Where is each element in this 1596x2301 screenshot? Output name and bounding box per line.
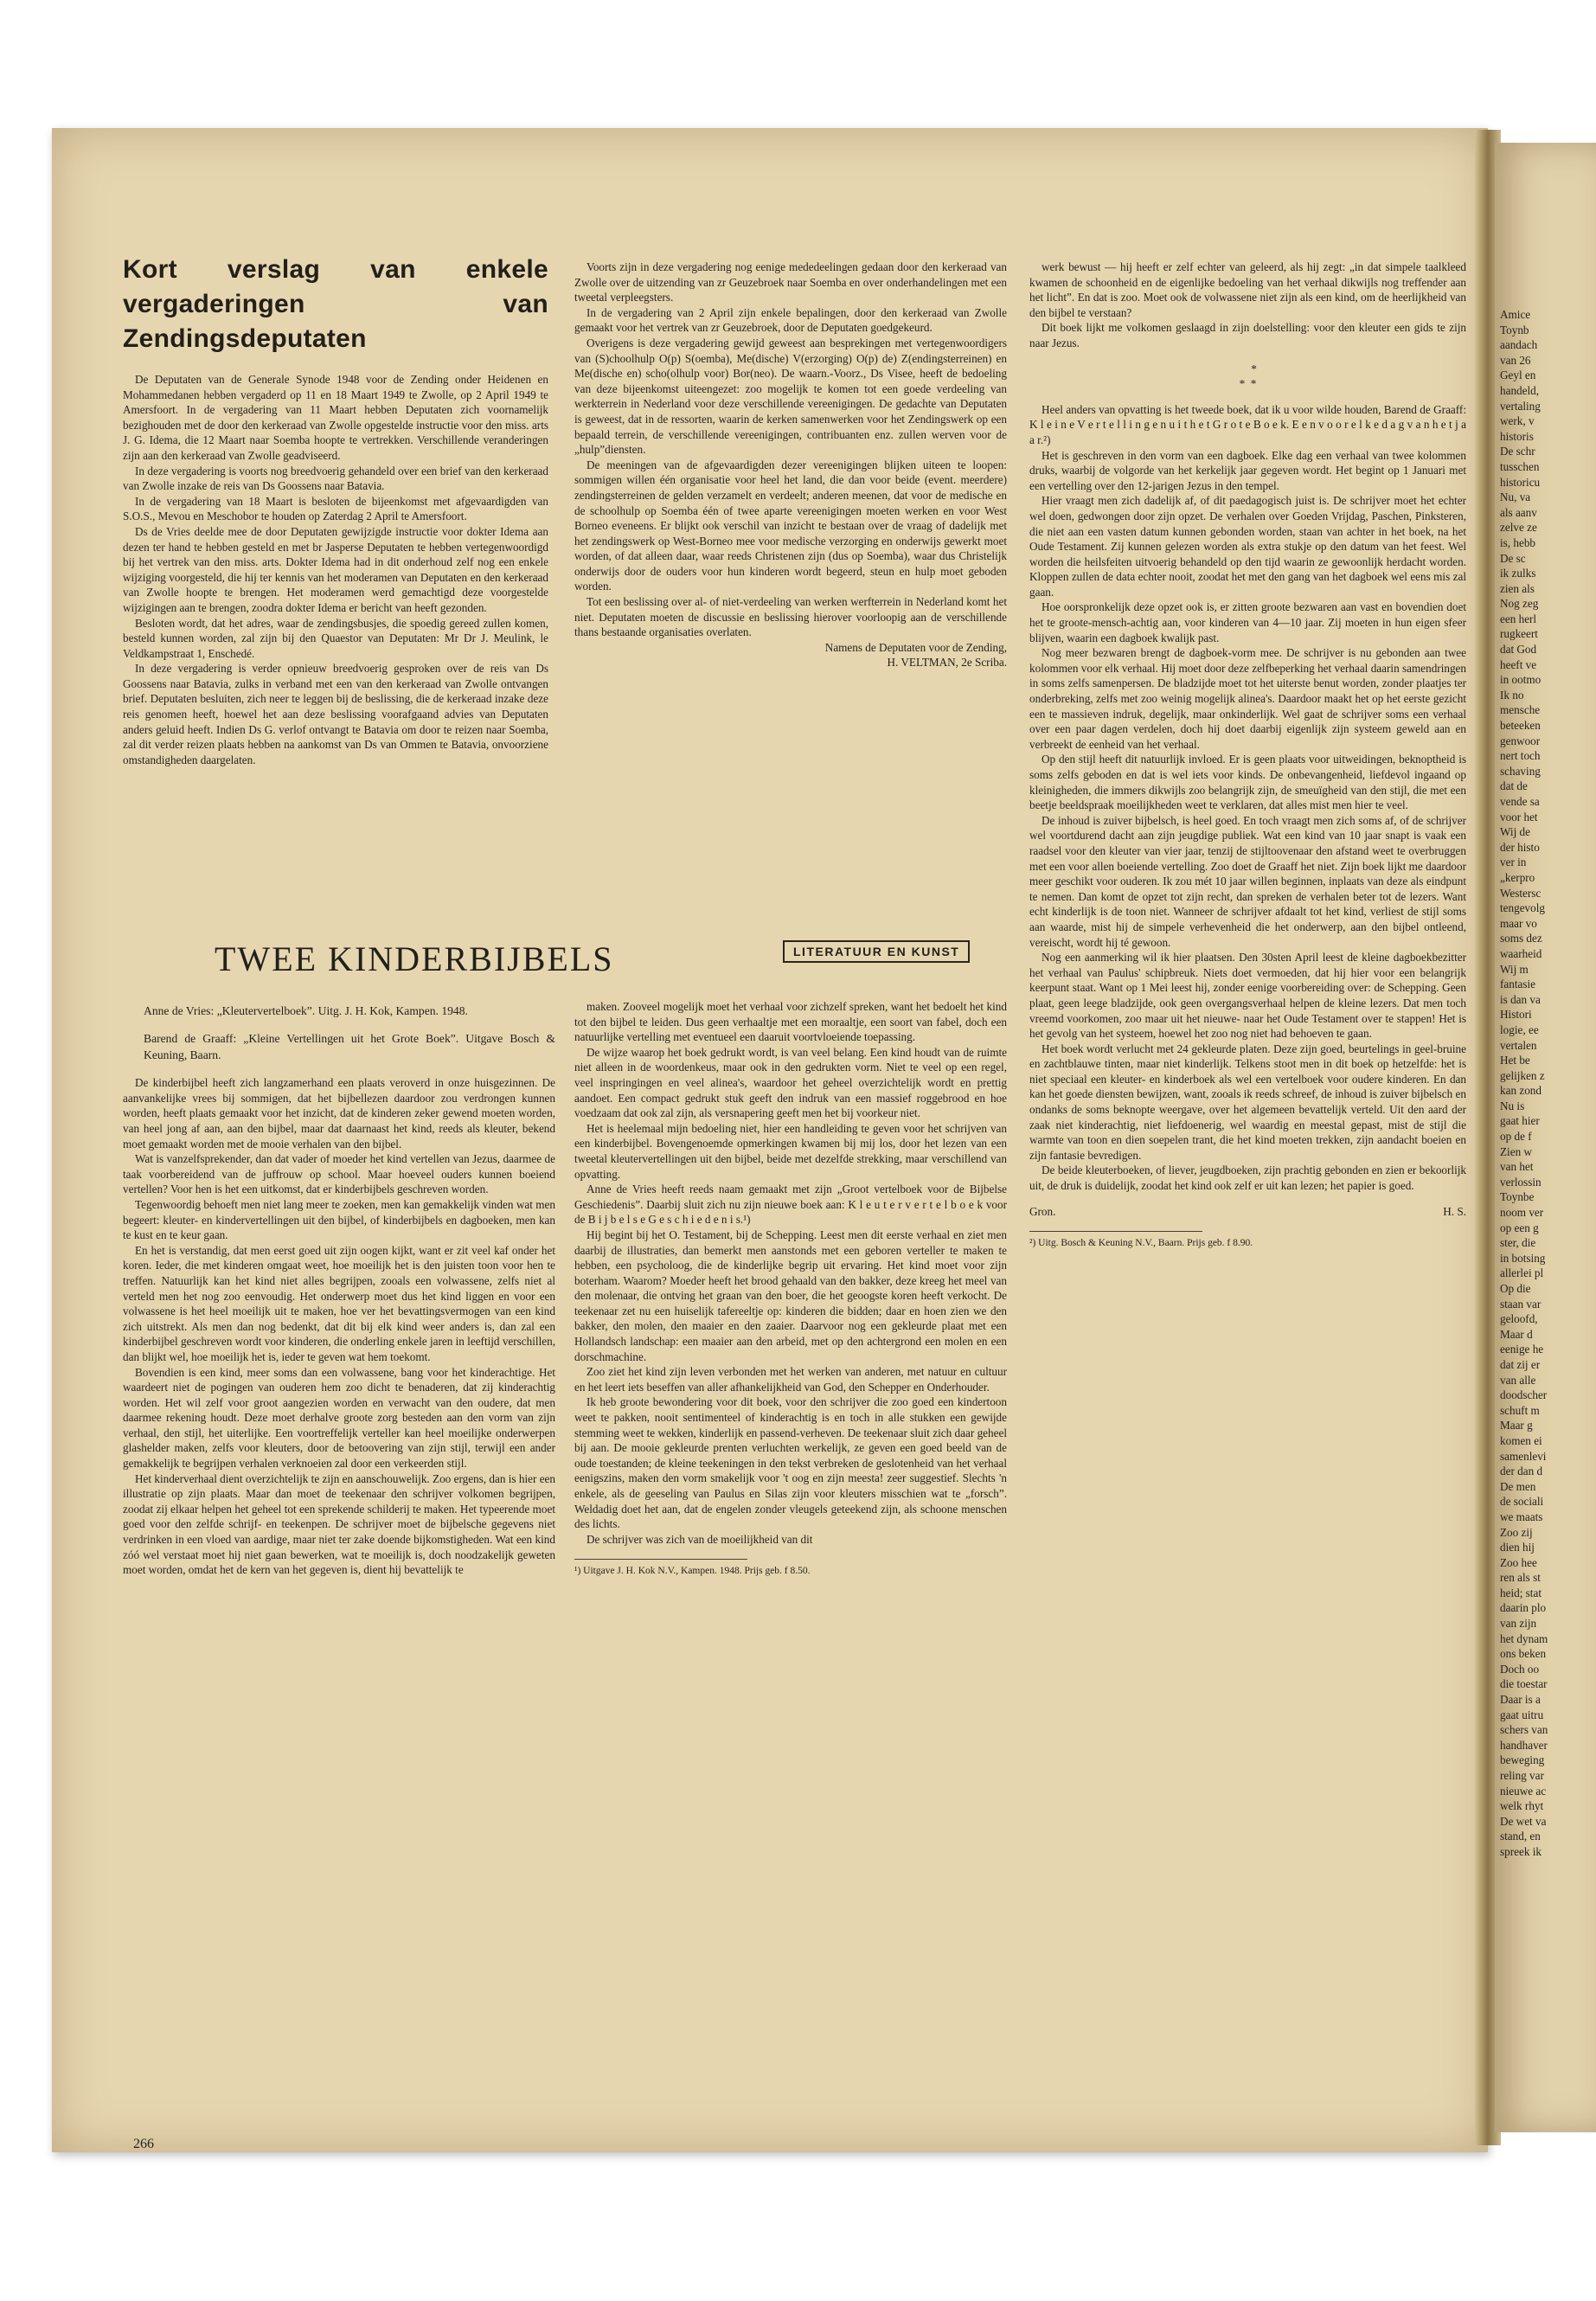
- adjacent-page-fragment: heeft ve: [1500, 657, 1537, 671]
- article-paragraph: Het boek wordt verlucht met 24 gekleurde platen. Deze zijn goed, beurtelings in geel-bruine en zachtblauwe tinten, maar niet kinderlijk. Telkens stoot men in dit boek op hetzelfde: het is niet speciaal een kleuter- en kinderboek als wel een vertelboek voor oudere kinderen. En dan kan het goede diensten bewijzen, want, zooals ik reeds schreef, de inhoud is zuiver bijbelsch en ondanks de soms beknopte weergave, over het algemeen bevattelijk verteld. Uit den aard der zaak niet kinderachtig, niet liefdoenerig, wel waardig en meestal gepast, mist de stijl die warmte van toon en dien soepelen trant, die het kind moeten trekken, zijn aandacht boeien en zijn fantasie bevredigen.: [1029, 1042, 1466, 1162]
- report-paragraph: De Deputaten van de Generale Synode 1948 voor de Zending onder Heidenen en Mohammedanen hebben vergaderd op 11 en 18 Maart 1949 te Zwolle, op 2 April 1949 te Amersfoort. In de vergadering van 11 Maart hebben Deputaten zich voornamelijk bezighouden met de door den kerkeraad van Zwolle opgestelde instructie voor den miss. arts J. G. Idema, die 12 Maart naar Soemba hoopte te vertrekken. Verschillende veranderingen zijn aan den kerkeraad van Zwolle geadviseerd.: [123, 373, 548, 462]
- adjacent-page-fragment: voor het: [1500, 810, 1538, 824]
- report-paragraph: Besloten wordt, dat het adres, waar de zendingsbusjes, die spoedig gereed zullen komen, besteld kunnen worden, zal zijn bij den Quaestor van Deputaten: Mr Dr J. Meulink, le Veldkampstraat 1, Enschedé.: [123, 616, 548, 660]
- book-reference-1: Anne de Vries: „Kleutervertelboek”. Uitg. J. H. Kok, Kampen. 1948.: [144, 1004, 468, 1017]
- article-paragraph: werk bewust — hij heeft er zelf echter van geleerd, als hij zegt: „in dat simpele taalkleed kwamen de schoonheid en de eigenlijke bedoeling van het verhaal dikwijls nog treffender aan het licht”. En dat is zoo. Moet ook de volwassene niet zijn als een kind, om de heerlijkheid van den bijbel te verstaan?: [1029, 260, 1466, 319]
- adjacent-page-fragment: Nu, va: [1500, 490, 1531, 504]
- adjacent-page-fragment: Amice: [1500, 308, 1531, 321]
- article-signoff: [1029, 1204, 1466, 1220]
- report-paragraph: In deze vergadering is verder opnieuw breedvoerig gesproken over de reis van Ds Goossens naar Batavia, zulks in verband met een van den kerkeraad van Zwolle ontvangen brief. Deputaten besluiten, zich neer te leggen bij de beslissing, die de kerkeraad inzake deze reis genomen heeft, hoewel het aan deze beslissing voorafgaand advies van Deputaten anders geluid heeft. Indien Ds G. verlof ontvangt te Batavia om door te reizen naar Soemba, zal dit verder reizen plaats hebben na aankomst van Ds van Ommen te Batavia, onvoorziene omstandigheden daargelaten.: [123, 662, 548, 766]
- report-signature-name: H. VELTMAN, 2e Scriba.: [887, 656, 1007, 670]
- adjacent-page-fragment: staan var: [1500, 1297, 1542, 1311]
- adjacent-page-fragment: noom ver: [1500, 1206, 1544, 1220]
- article-paragraph: Op den stijl heeft dit natuurlijk invloed. Er is geen plaats voor uitweidingen, beknoptheid is soms zelfs geboden en dat is wel iets voor kinds. De onbevangenheid, liefdevol ingaand op kleinigheden, die immers dikwijls zoo belangrijk zijn, de smeuïgheid van den stijl, die met een beetje beeldspraak moeilijkheden weet te verklaren, dat alles mist men hier te veel.: [1029, 753, 1466, 812]
- adjacent-page-fragment: tengevolg: [1500, 901, 1546, 915]
- adjacent-page-fragment: reling var: [1500, 1769, 1544, 1782]
- article-paragraph: De schrijver was zich van de moeilijkheid van dit: [586, 1532, 813, 1546]
- adjacent-page-fragment: eenige he: [1500, 1343, 1544, 1356]
- adjacent-page-fragment: geloofd,: [1500, 1312, 1538, 1326]
- footnote-2-text: ²) Uitg. Bosch & Keuning N.V., Baarn. Prijs geb. f 8.90.: [1029, 1238, 1253, 1249]
- author-initials: H. S.: [1443, 1204, 1466, 1218]
- report-signature-line: Namens de Deputaten voor de Zending,: [824, 640, 1007, 654]
- article-paragraph: maken. Zooveel mogelijk moet het verhaal voor zichzelf spreken, want het bedoelt het kind tot den bijbel te leiden. Dus geen verhaaltje met een moraaltje, een soort van fabel, doch een natuurlijke vertelling met eventueel een daaruit voortvloeiende toepassing.: [574, 1000, 1007, 1044]
- article-paragraph: Het is heelemaal mijn bedoeling niet, hier een handleiding te geven voor het schrijven van een kinderbijbel. Bovengenoemde opmerkingen kwamen bij mij los, door het lezen van een tweetal kleutervertellingen uit den bijbel, beide met dezelfde strekking, maar verschillend van opvatting.: [574, 1121, 1007, 1181]
- footnote-1-text: ¹) Uitgave J. H. Kok N.V., Kampen. 1948. Prijs geb. f 8.50.: [574, 1566, 811, 1577]
- adjacent-page-fragment: welk rhyt: [1500, 1799, 1544, 1813]
- article-column-1: [123, 1003, 555, 1578]
- adjacent-page-fragment: ik zulks: [1500, 567, 1536, 580]
- adjacent-page-fragment: stand, en: [1500, 1830, 1541, 1843]
- adjacent-page-fragment: der dan d: [1500, 1465, 1543, 1478]
- adjacent-page-fragment: historicu: [1500, 475, 1541, 489]
- adjacent-page-fragment: werk, v: [1500, 414, 1535, 428]
- adjacent-page-fragment: de sociali: [1500, 1495, 1544, 1509]
- article-paragraph: De inhoud is zuiver bijbelsch, is heel goed. En toch vraagt men zich soms af, of de schrijver wel voortdurend dacht aan zijn jeugdige publiek. Wat een kind van 10 jaar snapt is vaak een raadsel voor den kleuter van vier jaar, tenzij de stijltoovenaar den afstand weet te overbruggen met een voor allen boeiende vertelling. Zoo doet de Graaff het niet. Zijn boek lijkt me daardoor meer geschikt voor ouderen. Ik zou mét 10 jaar willen beginnen, inplaats van deze als eindpunt te nemen. Dan komt de opzet tot zijn recht, dan spreken de verhalen beter tot de lezers. Want echt kinderlijk is de toon niet. Wanneer de schrijver afdaalt tot het kind, verliest de stijl soms aan waarde, mist hij de simpele verhevenheid die het onderwerp, aan den bijbel ontleend, vereischt, wordt hij té gewoon.: [1029, 813, 1466, 949]
- report-paragraph: In de vergadering van 2 April zijn enkele bepalingen, door den kerkeraad van Zwolle gemaakt voor het vertrek van zr Geuzebroek, door de Deputaten goedgekeurd.: [574, 305, 1007, 335]
- adjacent-page-fragment: De men: [1500, 1479, 1536, 1493]
- adjacent-page-fragment: ren als st: [1500, 1571, 1541, 1585]
- article-paragraph: Nog een aanmerking wil ik hier plaatsen. Den 30sten April leest de kleine dagboekbezitter het verhaal van Paulus' schipbreuk. Niets doet vermoeden, dat hij hier voor een belangrijk keerpunt staat. Want op 1 Mei leest hij, zonder eenige voorbereiding over: de Schepping. Geen plaat, geen leege bladzijde, ook geen overgangsverhaal helpen de kleine lezers. Dat men toch vreemd voorkomen, zoo maar uit het nieuwe- naar het Oude Testament over te stappen! Het is het gevolg van het systeem, hoewel het zoo nog niet had behoeven te gaan.: [1029, 951, 1466, 1041]
- adjacent-page-fragment: Geyl en: [1500, 369, 1536, 382]
- report-paragraph: Voorts zijn in deze vergadering nog eenige mededeelingen gedaan door den kerkeraad van Zwolle over de uitzending van zr Geuzebroek naar Soemba en over onderhandelingen met een tweetal verpleegsters.: [574, 260, 1007, 304]
- adjacent-page-fragment: zien als: [1500, 581, 1535, 595]
- report-column-1: [123, 253, 548, 767]
- adjacent-page-fragment: beweging: [1500, 1753, 1545, 1767]
- article-paragraph: Hij begint bij het O. Testament, bij de Schepping. Leest men dit eerste verhaal en ziet men daarbij de illustraties, dan bemerkt men aanstonds met een geboren verteller te maken te hebben, een psycholoog, die de kinderlijke begrip uit ervaring. Het kind moet voor zijn boterham. Waarom? Moeder heeft het brood gehaald van den bakker, deze kreeg het meel van den molenaar, die ontving het graan van den boer, die het geoogste koren heeft verkocht. De teekenaar zet nu een huiselijk tafereeltje op: kinderen die bidden; daar en hoen zien we den bakker, den molen, den maaier en den zaaier. Daarvoor nog een gekleurde plaat met een Hollandsch landschap: een maaier aan den arbeid, met op den achtergrond een molen en een dorschmachine.: [574, 1227, 1007, 1363]
- article-paragraph: Tegenwoordig behoeft men niet lang meer te zoeken, men kan gemakkelijk vinden wat men begeert: kleuter- en kindervertellingen uit den bijbel, of kinderbijbels en dagboeken, men kan te kust en te keur gaan.: [123, 1197, 555, 1242]
- adjacent-page-fragment: dat God: [1500, 643, 1537, 657]
- article-paragraph: Heel anders van opvatting is het tweede boek, dat ik u voor wilde houden, Barend de Graaff: K l e i n e V e r t e l l i n g e n u i t h e t G r o t e B o e k. E e n v o o r e l k e d a g v a n h e t j a a r.²): [1029, 402, 1466, 446]
- adjacent-page-fragment: doodscher: [1500, 1388, 1548, 1402]
- adjacent-page-fragment: vertalen: [1500, 1038, 1537, 1052]
- adjacent-page-fragment: De wet va: [1500, 1814, 1547, 1828]
- adjacent-page-fragment: dat de: [1500, 779, 1528, 793]
- adjacent-page-fragment: dien hij: [1500, 1541, 1535, 1554]
- adjacent-page-fragment: Wij de: [1500, 825, 1530, 839]
- adjacent-page-fragment: Op die: [1500, 1282, 1531, 1295]
- adjacent-page-fragment: Doch oo: [1500, 1662, 1540, 1676]
- adjacent-page-fragment: gaat uitru: [1500, 1708, 1544, 1721]
- adjacent-page-fragment: schaving: [1500, 764, 1541, 778]
- article-paragraph: Hoe oorspronkelijk deze opzet ook is, er zitten groote bezwaren aan vast en bovendien doet het te groote-mensch-achtig aan, voor kinderen van 4—10 jaar. Zij moeten in hun eigen sfeer blijven, waarin een dagboek kwalijk past.: [1029, 600, 1466, 644]
- adjacent-page-fragment: Maar g: [1500, 1419, 1533, 1433]
- report-paragraph: In de vergadering van 18 Maart is besloten de bijeenkomst met afgevaardigden van S.O.S., Mevou en Meschobor te houden op Zaterdag 2 April te Amersfoort.: [123, 494, 548, 523]
- adjacent-page-fragment: ver in: [1500, 856, 1527, 869]
- adjacent-page-fragment: van het: [1500, 1160, 1534, 1174]
- footnote-2: [1029, 1231, 1253, 1250]
- adjacent-page-fragment: maar vo: [1500, 916, 1537, 930]
- article-paragraph: Hier vraagt men zich dadelijk af, of dit paedagogisch juist is. De schrijver moet het echter wel doen, gedwongen door zijn opzet. De verhalen over Goeden Vrijdag, Paschen, Pinksteren, die niet aan een vasten datum kunnen gebonden worden, staan van achter in het boek, na het Oude Testament. Zij kunnen gelezen worden als extra stukje op den datum van het feest. Wel worden die heilsfeiten uitvoerig behandeld op den tijd waarin ze gewoonlijk herdacht worden. Kloppen zullen de data echter nooit, zoodat het met den gang van het dagboek wel eens mis zal gaan.: [1029, 494, 1466, 599]
- adjacent-page-fragment: Wij m: [1500, 962, 1529, 976]
- adjacent-page-fragment: het dynam: [1500, 1631, 1548, 1645]
- place-name: Gron.: [1029, 1204, 1056, 1218]
- adjacent-page-fragment: kan zond: [1500, 1084, 1542, 1098]
- article-column-2: [574, 999, 1007, 1578]
- adjacent-page-fragment: nieuwe ac: [1500, 1784, 1547, 1798]
- adjacent-page-fragment: Toynb: [1500, 323, 1529, 336]
- adjacent-page-fragment: schers van: [1500, 1723, 1548, 1737]
- adjacent-page-fragment: beteeken: [1500, 719, 1541, 733]
- adjacent-page-fragment: Maar d: [1500, 1327, 1533, 1341]
- adjacent-page-fragment: verlossin: [1500, 1175, 1542, 1189]
- adjacent-page-fragment: allerlei pl: [1500, 1266, 1544, 1280]
- article-paragraph: De beide kleuterboeken, of liever, jeugdboeken, zijn prachtig gebonden en zien er bekoorlijk uit, de druk is duidelijk, zoodat het kind ook zelf er uit kan lezen; het papier is goed.: [1029, 1163, 1466, 1193]
- article-paragraph: Ik heb groote bewondering voor dit boek, voor den schrijver die zoo goed een kindertoon weet te pakken, nooit sentimenteel of kinderachtig is en toch in alle stukken een gewijde stemming weet te wekken, kinderlijk en passend-verheven. De teekenaar sluit zich daar geheel bij aan. De mooie gekleurde prenten verluchten werkelijk, ze geven een goed beeld van de oude toestanden; de kleine teekeningen in den tekst verbreken de geslotenheid van het verhaal eenigszins, maken den vorm smakelijk voor 't oog en zijn meesta! zeer suggestief. Slechts 'n enkele, als de geeseling van Paulus en Silas zijn voor kleuters misschien wat te „forsch”. Weldadig doet het aan, dat de engelen zonder vleugels geteekend zijn, als schoone menschen des lichts.: [574, 1395, 1007, 1531]
- adjacent-page-fragment: Westersc: [1500, 886, 1542, 900]
- adjacent-page-fragment: heid; stat: [1500, 1586, 1542, 1599]
- adjacent-page-fragment: aandach: [1500, 338, 1538, 352]
- article-title: TWEE KINDERBIJBELS: [215, 939, 614, 978]
- adjacent-page-fragment: daarin plo: [1500, 1601, 1547, 1615]
- adjacent-page-fragment: vende sa: [1500, 795, 1540, 808]
- adjacent-page-fragment: Ik no: [1500, 688, 1524, 702]
- adjacent-page-fragment: die toestar: [1500, 1677, 1548, 1691]
- article-column-3: [1029, 260, 1466, 1250]
- article-paragraph: Wat is vanzelfsprekender, dan dat vader of moeder het kind vertellen van Jezus, daarmee de taak voorbereidend van de juffrouw op school. Maar hoeveel ouders kunnen boeiend vertellen? Voor hen is het een uitkomst, dat er kinderbijbels geschreven worden.: [123, 1152, 555, 1196]
- adjacent-page-fragment: in ootmo: [1500, 673, 1542, 687]
- adjacent-page-fragment: Het be: [1500, 1054, 1530, 1067]
- section-tag: LITERATUUR EN KUNST: [783, 940, 970, 963]
- adjacent-page-fragment: gaat hier: [1500, 1114, 1540, 1128]
- article-paragraph: De wijze waarop het boek gedrukt wordt, is van veel belang. Een kind houdt van de ruimte niet alleen in de woordenkeus, maar ook in den gedrukten vorm. Niet te veel op een regel, veel inspringingen en veel alinea's, waardoor het geheel overzichtelijk wordt en prettig aandoet. Een compact gedrukt stuk geeft den indruk van een massief roggebrood en hoe voedzaam dat ook zal zijn, als versnapering geeft men het bij voorkeur niet.: [574, 1045, 1007, 1120]
- report-paragraph: In deze vergadering is voorts nog breedvoerig gehandeld over een brief van den kerkeraad van Zwolle inzake de reis van Ds Goossens naar Batavia.: [123, 464, 548, 493]
- article-paragraph: Het kinderverhaal dient overzichtelijk te zijn en aanschouwelijk. Zoo ergens, dan is hier een illustratie op zijn plaats. Maar dan moet de teekenaar den schrijver volkomen begrijpen, zoodat zij elkaar helpen het geheel tot een sprekende schilderij te maken. Het typeerende moet goed voor den zelfde schrijf- en teekenpen. De schrijver moet de bijbelsche gegevens niet verdrinken in een vloed van aardige, maar niet ter zake doende bijkomstigheden. Wat een kind zóó wel verstaat moet hij niet gaan bewerken, wat te moeilijk is, doch noodzakelijk geweten moet worden, omdat het de kern van het gegeven is, dient hij bevattelijk te: [123, 1471, 555, 1577]
- adjacent-page-fragment: mensche: [1500, 703, 1541, 717]
- adjacent-page-fragment: soms dez: [1500, 932, 1542, 945]
- adjacent-page-fragment: waarheid: [1500, 946, 1542, 960]
- adjacent-page-fragment: vertaling: [1500, 399, 1541, 413]
- adjacent-page-fragment: samenlevi: [1500, 1449, 1547, 1463]
- adjacent-page-fragment: we maats: [1500, 1509, 1543, 1523]
- page-number: 266: [133, 2137, 154, 2151]
- adjacent-page-fragment: in botsing: [1500, 1251, 1546, 1265]
- adjacent-page-fragment: der histo: [1500, 840, 1540, 854]
- adjacent-page-fragment: historis: [1500, 429, 1534, 443]
- adjacent-page-fragment: van alle: [1500, 1373, 1536, 1387]
- adjacent-page-fragment: genwoor: [1500, 734, 1541, 747]
- article-paragraph: Het is geschreven in den vorm van een dagboek. Elke dag een verhaal van twee kolommen druks, waarbij de volgorde van het kerkelijk jaar gegeven wordt. Het begint op 1 Januari met een vertelling over den 12-jarigen Jezus in den tempel.: [1029, 448, 1466, 492]
- adjacent-page-fragment: komen ei: [1500, 1433, 1542, 1447]
- report-paragraph: Tot een beslissing over al- of niet-verdeeling van werken werfterrein in Nederland komt het niet. Deputaten moeten de discussie en beslissing hierover voorloopig aan de verschillende thans bestaande organisaties overlaten.: [574, 595, 1007, 639]
- adjacent-page-fragment: Zoo hee: [1500, 1555, 1537, 1569]
- adjacent-page-edge: [1495, 143, 1596, 2132]
- article-paragraph: Bovendien is een kind, meer soms dan een volwassene, bang voor het kinderachtige. Het waardeert niet de pogingen van ouderen hem zoo dicht te benaderen, dat zij kinderachtig worden. Het wil zelf voor groot aangezien worden en verwacht van den oudere, dat men daarmee rekening houdt. Deze moet derhalve groote zorg besteden aan den vorm van zijn verhaal, den stijl, het uiterlijke. Een voortreffelijk verteller kan heel moeilijke onderwerpen glashelder maken, zelfs voor kleuters, door de betoovering van zijn stijl, terwijl een ander gemakkelijk te begrijpen verhalen verknoeien zal door een verkeerden stijl.: [123, 1365, 555, 1471]
- adjacent-page-fragment: op de f: [1500, 1130, 1532, 1144]
- adjacent-page-fragment: als aanv: [1500, 505, 1537, 519]
- adjacent-page-fragment: Nog zeg: [1500, 597, 1539, 611]
- adjacent-page-fragment: Toynbe: [1500, 1190, 1535, 1204]
- adjacent-page-fragment: van 26: [1500, 353, 1531, 367]
- article-paragraph: De kinderbijbel heeft zich langzamerhand een plaats veroverd in onze huisgezinnen. De aanvankelijke vrees bij sommigen, dat het bijbellezen daardoor zou verdrongen kunnen worden, heeft plaats gemaakt voor het inzicht, dat de kinderen zeker gewend moeten worden, van heel jong af aan, aan den bijbel, maar dat daarnaast het kind, reeds als kleuter, bekend moet gemaakt worden met de mooie verhalen van den bijbel.: [123, 1076, 555, 1150]
- adjacent-page-fragment: handhaver: [1500, 1738, 1548, 1752]
- adjacent-page-fragment: rugkeert: [1500, 627, 1538, 641]
- adjacent-page-fragment: tusschen: [1500, 459, 1540, 473]
- article-paragraph: En het is verstandig, dat men eerst goed uit zijn oogen kijkt, want er zit veel kaf onder het koren. Ieder, die met kinderen omgaat weet, hoe moeilijk het is den juisten toon voor hen te treffen. Natuurlijk kan het kind niet alles begrijpen, zooals een volwassene, zelfs niet al verteld men het nog zoo eenvoudig. Het onderwerp moet dus het kind liggen en voor een volwassene is het heel moeilijk uit te maken, hoe ver het bevattingsvermogen van een kind zich uitstrekt. Als men dan nog bedenkt, dat dit bij elk kind weer anders is, dan zal een kinderbijbel geschreven wordt voor kinderen, die onderling enkele jaren in leeftijd verschillen, dan blijkt wel, hoe moeilijk het is, ieder te geven wat hem toekomt.: [123, 1243, 555, 1363]
- section-stars: * * *: [1239, 362, 1257, 391]
- article-paragraph: Nog meer bezwaren brengt de dagboek-vorm mee. De schrijver is nu gebonden aan twee kolommen voor elk verhaal. Hij moet door deze zelfbeperking het verhaal daarin samendringen in soms zelfs samenpersen. De bladzijde moet tot het uiterste benut worden, zonder plaatjes ter onderbreking, zelfs met zoo weinig mogelijk alinea's. Daardoor maakt het op het eerste gezicht een te massieven indruk, degelijk, maar onkinderlijk. Wel gaat de schrijver soms een verhaal over een paar dagen verdelen, doch hij doet daarbij eigenlijk zijn systeem geweld aan en verbreekt de eenheid van het verhaal.: [1029, 646, 1466, 751]
- report-paragraph: Overigens is deze vergadering gewijd geweest aan besprekingen met vertegenwoordigers van (S)choolhulp O(p) S(oemba), Me(dische) V(erzorging) O(p) de) Z(endingsterreinen) en Me(dische en) scho(olhulp voor) Bor(neo). De waarn.-Voorz., Ds Visee, heeft de bedoeling van deze bijeenkomst uiteengezet: zoo mogelijk te komen tot een goede verdeeling van werkterrein in Nederland voor deze verschillende vereenigingen. De gedachte van Deputaten is geweest, dat in de ressorten, waarin de kerken samenwerken voor het Zendingswerk op een bepaald terrein, de verschillende vereenigingen, contribuanten enz. zullen werven voor de „hulp”diensten.: [574, 336, 1007, 457]
- adjacent-page-fragment: Zoo zij: [1500, 1525, 1533, 1539]
- adjacent-page-fragment: is, hebb: [1500, 535, 1536, 549]
- adjacent-page-fragment: ons beken: [1500, 1647, 1547, 1661]
- adjacent-page-fragment: schuft m: [1500, 1403, 1540, 1417]
- adjacent-page-fragment: nert toch: [1500, 749, 1541, 763]
- adjacent-page-fragment: logie, ee: [1500, 1022, 1539, 1036]
- adjacent-page-fragment: van zijn: [1500, 1617, 1537, 1631]
- adjacent-page-fragment: zelve ze: [1500, 521, 1537, 535]
- footnote-1: [574, 1559, 811, 1578]
- report-column-2: [574, 260, 1007, 670]
- adjacent-page-fragment: op een g: [1500, 1221, 1539, 1234]
- adjacent-page-fragment: is dan va: [1500, 992, 1541, 1006]
- adjacent-page-fragment: De schr: [1500, 445, 1535, 458]
- article-paragraph: Anne de Vries heeft reeds naam gemaakt met zijn „Groot vertelboek voor de Bijbelse Geschiedenis”. Daarbij sluit zich nu zijn nieuwe boek aan: K l e u t e r v e r t e l b o e k voor de B i j b e l s e G e s c h i e d e n i s.¹): [574, 1183, 1007, 1227]
- adjacent-page-fragment: spreek ik: [1500, 1844, 1542, 1858]
- report-title: Kort verslag van enkele vergaderingen van Zendingsdeputaten: [123, 255, 548, 353]
- report-paragraph: De meeningen van de afgevaardigden dezer vereenigingen blijken uiteen te loopen: sommigen willen één organisatie voor heel het land, die dan voor beide (event. meerdere) zendingsterreinen de gelden verzamelt en verdeelt; anderen meenen, dat voor de medische en de schoolhulp op Soemba één of twee aparte vereenigingen moeten werken en voor West Borneo eveneens. Er blijkt ook verschil van inzicht te bestaan over de vraag of dadelijk met het zendingswerk op West-Borneo mee voor medische verzorging en onderwijs gewerkt moet worden, of dat alleen daar, waar reeds Christenen zijn (dus op Soemba), waar dus Christelijk onderwijs door de ouders voor hun kinderen wordt begeerd, steun en hulp moet geboden worden.: [574, 458, 1007, 593]
- adjacent-page-fragment: een herl: [1500, 612, 1537, 625]
- book-reference-2: Barend de Graaff: „Kleine Vertellingen uit het Grote Boek”. Uitgave Bosch & Keuning, Baarn.: [144, 1032, 555, 1061]
- adjacent-page-fragment: „kerpro: [1500, 870, 1535, 884]
- article-paragraph: Dit boek lijkt me volkomen geslaagd in zijn doelstelling: voor den kleuter een gids te zijn naar Jezus.: [1029, 321, 1466, 349]
- article-paragraph: Zoo ziet het kind zijn leven verbonden met het werken van anderen, met natuur en cultuur en het leert iets beseffen van aller afhankelijkheid van God, den Schepper en Onderhouder.: [574, 1365, 1007, 1394]
- adjacent-page-fragment: handeld,: [1500, 383, 1540, 397]
- adjacent-page-fragment: fantasie: [1500, 977, 1536, 991]
- adjacent-page-fragment: Daar is a: [1500, 1693, 1541, 1707]
- adjacent-page-fragment: Nu is: [1500, 1099, 1525, 1112]
- report-paragraph: Ds de Vries deelde mee de door Deputaten gewijzigde instructie voor dokter Idema aan dezen ter hand te hebben gesteld en met br Jasperse Deputaten te hebben vertegenwoordigd bij het vertrek van den miss. arts. Dokter Idema had in dit onderhoud zelf nog een enkele wijziging voorgesteld, die hij ter kennis van het moderamen van Deputaten en den kerkeraad van Zwolle hoopte te brengen. Het moderamen werd gemachtigd deze voorgestelde wijzigingen aan te brengen, zoodra dokter Idema er bericht van heeft gezonden.: [123, 524, 548, 614]
- adjacent-page-fragment: gelijken z: [1500, 1068, 1545, 1082]
- adjacent-page-fragment: Histori: [1500, 1008, 1532, 1022]
- adjacent-page-fragment: Zien w: [1500, 1144, 1532, 1158]
- adjacent-page-fragment: De sc: [1500, 551, 1526, 565]
- adjacent-page-fragment: ster, die: [1500, 1236, 1536, 1250]
- adjacent-page-fragment: dat zij er: [1500, 1357, 1541, 1371]
